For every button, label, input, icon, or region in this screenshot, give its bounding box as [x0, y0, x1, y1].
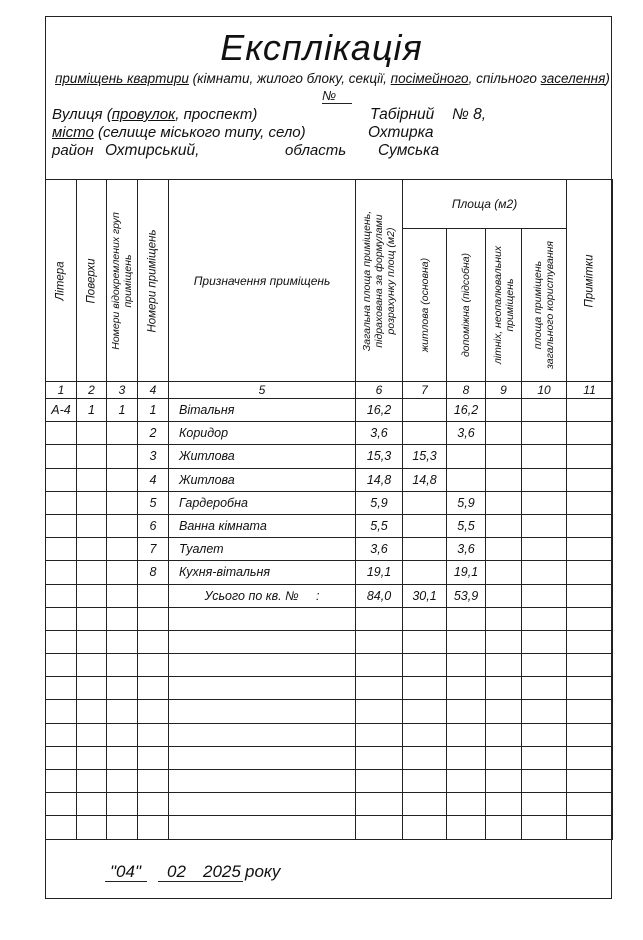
living-area-cell [403, 491, 447, 514]
common-area-cell [522, 561, 567, 584]
empty-row [46, 723, 613, 746]
subtitle-part: , спільного [468, 71, 541, 86]
empty-cell [486, 677, 522, 700]
room-name-cell: Коридор [169, 422, 356, 445]
empty-cell [77, 584, 107, 607]
group-cell [107, 422, 138, 445]
empty-cell [522, 700, 567, 723]
litera-cell [46, 538, 77, 561]
total-label: Усього по кв. № : [169, 584, 356, 607]
empty-cell [77, 816, 107, 839]
empty-cell [107, 770, 138, 793]
empty-cell [107, 584, 138, 607]
column-number: 5 [169, 382, 356, 399]
floor-cell [77, 468, 107, 491]
floor-cell [77, 514, 107, 537]
subtitle-part: посімейного [390, 71, 469, 86]
empty-cell [567, 654, 613, 677]
empty-cell [522, 770, 567, 793]
total-area-cell: 5,5 [356, 514, 403, 537]
notes-cell [567, 445, 613, 468]
room-name-cell: Кухня-вітальня [169, 561, 356, 584]
empty-cell [46, 654, 77, 677]
empty-cell [138, 607, 169, 630]
empty-cell [356, 770, 403, 793]
room-name-cell: Житлова [169, 445, 356, 468]
empty-cell [567, 746, 613, 769]
summer-area-cell [486, 561, 522, 584]
subtitle-part: (кімнати, жилого блоку, секції, [188, 71, 391, 86]
empty-row [46, 793, 613, 816]
empty-cell [447, 793, 486, 816]
empty-cell [447, 630, 486, 653]
empty-cell [46, 584, 77, 607]
header-notes: Примітки [567, 180, 613, 382]
empty-cell [169, 723, 356, 746]
empty-cell [46, 793, 77, 816]
notes-cell [567, 399, 613, 422]
aux-area-cell: 5,9 [447, 491, 486, 514]
street-label [52, 106, 257, 123]
column-number: 10 [522, 382, 567, 399]
empty-cell [522, 793, 567, 816]
empty-cell [77, 723, 107, 746]
litera-cell [46, 468, 77, 491]
total-row [46, 584, 613, 607]
empty-cell [107, 723, 138, 746]
room-number-cell: 5 [138, 491, 169, 514]
table-row [46, 491, 613, 514]
total-area-cell: 3,6 [356, 422, 403, 445]
summer-area-cell [486, 491, 522, 514]
district-value: Охтирський, [105, 142, 200, 159]
empty-cell [77, 630, 107, 653]
empty-cell [46, 746, 77, 769]
floor-cell [77, 538, 107, 561]
empty-cell [138, 700, 169, 723]
empty-cell [486, 700, 522, 723]
empty-cell [522, 584, 567, 607]
empty-cell [403, 816, 447, 839]
date-day: "04" [110, 862, 141, 881]
notes-cell [567, 538, 613, 561]
group-cell [107, 491, 138, 514]
living-area-cell: 14,8 [403, 468, 447, 491]
room-number-cell: 1 [138, 399, 169, 422]
empty-cell [169, 700, 356, 723]
common-area-cell [522, 468, 567, 491]
empty-cell [77, 793, 107, 816]
street-value: Табірний [370, 106, 435, 123]
empty-cell [138, 816, 169, 839]
empty-row [46, 816, 613, 839]
date-month: 02 [167, 862, 186, 881]
total-area-cell: 19,1 [356, 561, 403, 584]
date-year: 2025 [203, 862, 241, 881]
table-row [46, 468, 613, 491]
common-area-cell [522, 399, 567, 422]
empty-cell [169, 607, 356, 630]
empty-row [46, 607, 613, 630]
floor-cell [77, 561, 107, 584]
empty-cell [169, 630, 356, 653]
common-area-cell [522, 422, 567, 445]
column-number: 8 [447, 382, 486, 399]
summer-area-cell [486, 445, 522, 468]
street-label-part: Вулиця [52, 106, 103, 123]
litera-cell [46, 445, 77, 468]
room-number-cell: 3 [138, 445, 169, 468]
room-number-cell: 8 [138, 561, 169, 584]
room-name-cell: Вітальня [169, 399, 356, 422]
empty-cell [138, 584, 169, 607]
empty-cell [522, 607, 567, 630]
column-number: 3 [107, 382, 138, 399]
empty-cell [486, 793, 522, 816]
empty-cell [169, 816, 356, 839]
column-number: 6 [356, 382, 403, 399]
empty-cell [107, 746, 138, 769]
empty-cell [567, 723, 613, 746]
empty-cell [567, 700, 613, 723]
total-area-cell: 14,8 [356, 468, 403, 491]
empty-cell [447, 770, 486, 793]
empty-cell [138, 746, 169, 769]
aux-area-cell [447, 468, 486, 491]
empty-cell [447, 723, 486, 746]
floor-cell [77, 422, 107, 445]
empty-cell [77, 770, 107, 793]
empty-cell [169, 654, 356, 677]
total-area-cell: 3,6 [356, 538, 403, 561]
total-area-cell: 15,3 [356, 445, 403, 468]
empty-cell [356, 607, 403, 630]
empty-cell [169, 770, 356, 793]
living-area-cell [403, 399, 447, 422]
litera-cell: А-4 [46, 399, 77, 422]
litera-cell [46, 422, 77, 445]
column-number: 4 [138, 382, 169, 399]
empty-cell [486, 816, 522, 839]
floor-cell: 1 [77, 399, 107, 422]
header-litera: Літера [46, 180, 77, 382]
group-cell: 1 [107, 399, 138, 422]
empty-cell [356, 746, 403, 769]
aux-area-cell: 19,1 [447, 561, 486, 584]
summer-area-cell [486, 422, 522, 445]
city-value: Охтирка [368, 124, 434, 141]
room-name-cell: Ванна кімната [169, 514, 356, 537]
empty-cell [107, 677, 138, 700]
living-area-sum: 30,1 [403, 584, 447, 607]
aux-area-cell [447, 445, 486, 468]
district-label: район [52, 142, 94, 159]
empty-cell [567, 793, 613, 816]
empty-cell [46, 677, 77, 700]
empty-cell [447, 677, 486, 700]
document-title: Експлікація [220, 27, 423, 68]
table-row [46, 422, 613, 445]
header-floors: Поверхи [77, 180, 107, 382]
empty-cell [447, 654, 486, 677]
aux-area-cell: 3,6 [447, 538, 486, 561]
notes-cell [567, 491, 613, 514]
group-cell [107, 514, 138, 537]
common-area-cell [522, 538, 567, 561]
summer-area-cell [486, 399, 522, 422]
empty-cell [486, 630, 522, 653]
column-number: 11 [567, 382, 613, 399]
litera-cell [46, 514, 77, 537]
group-cell [107, 445, 138, 468]
empty-cell [522, 630, 567, 653]
region-value: Сумська [378, 142, 440, 159]
empty-cell [486, 584, 522, 607]
empty-cell [46, 723, 77, 746]
empty-cell [447, 700, 486, 723]
room-number-cell: 4 [138, 468, 169, 491]
empty-cell [138, 677, 169, 700]
header-room-numbers: Номери приміщень [138, 180, 169, 382]
empty-cell [486, 654, 522, 677]
explication-table [45, 179, 613, 840]
empty-cell [403, 630, 447, 653]
empty-cell [486, 607, 522, 630]
empty-cell [356, 816, 403, 839]
date-suffix: року [245, 862, 281, 881]
living-area-cell: 15,3 [403, 445, 447, 468]
empty-cell [567, 677, 613, 700]
empty-cell [138, 630, 169, 653]
empty-cell [46, 770, 77, 793]
empty-cell [447, 746, 486, 769]
room-number-cell: 6 [138, 514, 169, 537]
empty-cell [356, 630, 403, 653]
city-label-part: місто [52, 124, 94, 141]
empty-cell [356, 654, 403, 677]
room-name-cell: Житлова [169, 468, 356, 491]
litera-cell [46, 561, 77, 584]
total-area-cell: 5,9 [356, 491, 403, 514]
empty-cell [356, 793, 403, 816]
floor-cell [77, 491, 107, 514]
litera-cell [46, 491, 77, 514]
column-number: 1 [46, 382, 77, 399]
subtitle-part: заселення [540, 71, 606, 86]
empty-cell [77, 677, 107, 700]
empty-cell [486, 770, 522, 793]
city-label-part: (селище міського типу, село) [93, 124, 306, 141]
total-area-cell: 16,2 [356, 399, 403, 422]
empty-cell [567, 584, 613, 607]
empty-cell [356, 677, 403, 700]
empty-cell [447, 816, 486, 839]
empty-cell [403, 607, 447, 630]
empty-cell [522, 654, 567, 677]
room-number-cell: 7 [138, 538, 169, 561]
empty-cell [77, 746, 107, 769]
table-row [46, 538, 613, 561]
empty-cell [403, 793, 447, 816]
empty-row [46, 746, 613, 769]
empty-row [46, 654, 613, 677]
house-value: № 8, [452, 106, 487, 123]
empty-cell [107, 654, 138, 677]
empty-cell [46, 816, 77, 839]
header-auxiliary: допоміжна (підсобна) [447, 229, 486, 382]
notes-cell [567, 422, 613, 445]
empty-cell [403, 746, 447, 769]
living-area-cell [403, 538, 447, 561]
empty-cell [138, 723, 169, 746]
empty-cell [169, 746, 356, 769]
empty-cell [567, 607, 613, 630]
summer-area-cell [486, 468, 522, 491]
date-day-underline [105, 881, 147, 882]
empty-cell [403, 723, 447, 746]
region-label: область [285, 142, 347, 159]
summer-area-cell [486, 538, 522, 561]
empty-cell [522, 816, 567, 839]
aux-area-cell: 5,5 [447, 514, 486, 537]
document-subtitle [55, 71, 610, 86]
notes-cell [567, 561, 613, 584]
column-number: 7 [403, 382, 447, 399]
table-row [46, 399, 613, 422]
aux-area-sum: 53,9 [447, 584, 486, 607]
aux-area-cell: 3,6 [447, 422, 486, 445]
living-area-cell [403, 561, 447, 584]
empty-cell [77, 607, 107, 630]
empty-cell [169, 793, 356, 816]
empty-cell [403, 770, 447, 793]
common-area-cell [522, 491, 567, 514]
empty-cell [356, 700, 403, 723]
header-area-group: Площа (м2) [403, 180, 567, 229]
header-groups: Номери відокремлених груп приміщень [107, 180, 138, 382]
header-common: площа приміщень загального користування [522, 229, 567, 382]
empty-cell [107, 630, 138, 653]
empty-cell [169, 677, 356, 700]
empty-cell [107, 700, 138, 723]
street-label-part: ( [102, 106, 112, 123]
header-living: житлова (основна) [403, 229, 447, 382]
empty-cell [403, 700, 447, 723]
empty-cell [77, 700, 107, 723]
group-cell [107, 468, 138, 491]
column-number: 2 [77, 382, 107, 399]
room-name-cell: Гардеробна [169, 491, 356, 514]
empty-cell [567, 816, 613, 839]
room-number-cell: 2 [138, 422, 169, 445]
living-area-cell [403, 514, 447, 537]
living-area-cell [403, 422, 447, 445]
empty-cell [522, 723, 567, 746]
header-summer: літніх, неопалювальних приміщень [486, 229, 522, 382]
empty-cell [138, 654, 169, 677]
common-area-cell [522, 514, 567, 537]
column-number: 9 [486, 382, 522, 399]
empty-cell [486, 723, 522, 746]
empty-row [46, 770, 613, 793]
notes-cell [567, 468, 613, 491]
empty-row [46, 677, 613, 700]
subtitle-part: приміщень квартири [55, 71, 189, 86]
table-row [46, 561, 613, 584]
empty-cell [567, 630, 613, 653]
empty-cell [77, 654, 107, 677]
empty-cell [46, 607, 77, 630]
empty-cell [107, 816, 138, 839]
empty-cell [486, 746, 522, 769]
empty-cell [138, 793, 169, 816]
table-row [46, 514, 613, 537]
group-cell [107, 561, 138, 584]
floor-cell [77, 445, 107, 468]
empty-cell [138, 770, 169, 793]
empty-cell [403, 654, 447, 677]
summer-area-cell [486, 514, 522, 537]
city-label [52, 124, 306, 141]
common-area-cell [522, 445, 567, 468]
empty-cell [356, 723, 403, 746]
empty-cell [46, 700, 77, 723]
subtitle-part: ) [605, 71, 610, 86]
empty-cell [107, 793, 138, 816]
empty-cell [522, 677, 567, 700]
empty-cell [522, 746, 567, 769]
header-purpose: Призначення приміщень [169, 180, 356, 382]
total-area-sum: 84,0 [356, 584, 403, 607]
empty-cell [46, 630, 77, 653]
table-row [46, 445, 613, 468]
empty-cell [567, 770, 613, 793]
empty-cell [107, 607, 138, 630]
aux-area-cell: 16,2 [447, 399, 486, 422]
empty-cell [447, 607, 486, 630]
empty-row [46, 700, 613, 723]
street-label-part: , проспект) [175, 106, 258, 123]
room-name-cell: Туалет [169, 538, 356, 561]
notes-cell [567, 514, 613, 537]
empty-cell [403, 677, 447, 700]
number-label: № [322, 88, 352, 104]
group-cell [107, 538, 138, 561]
street-label-part: провулок [111, 106, 176, 123]
header-total-area: Загальна площа приміщень, підрахована за формулами розрахунку площ (м2) [356, 180, 403, 382]
empty-row [46, 630, 613, 653]
